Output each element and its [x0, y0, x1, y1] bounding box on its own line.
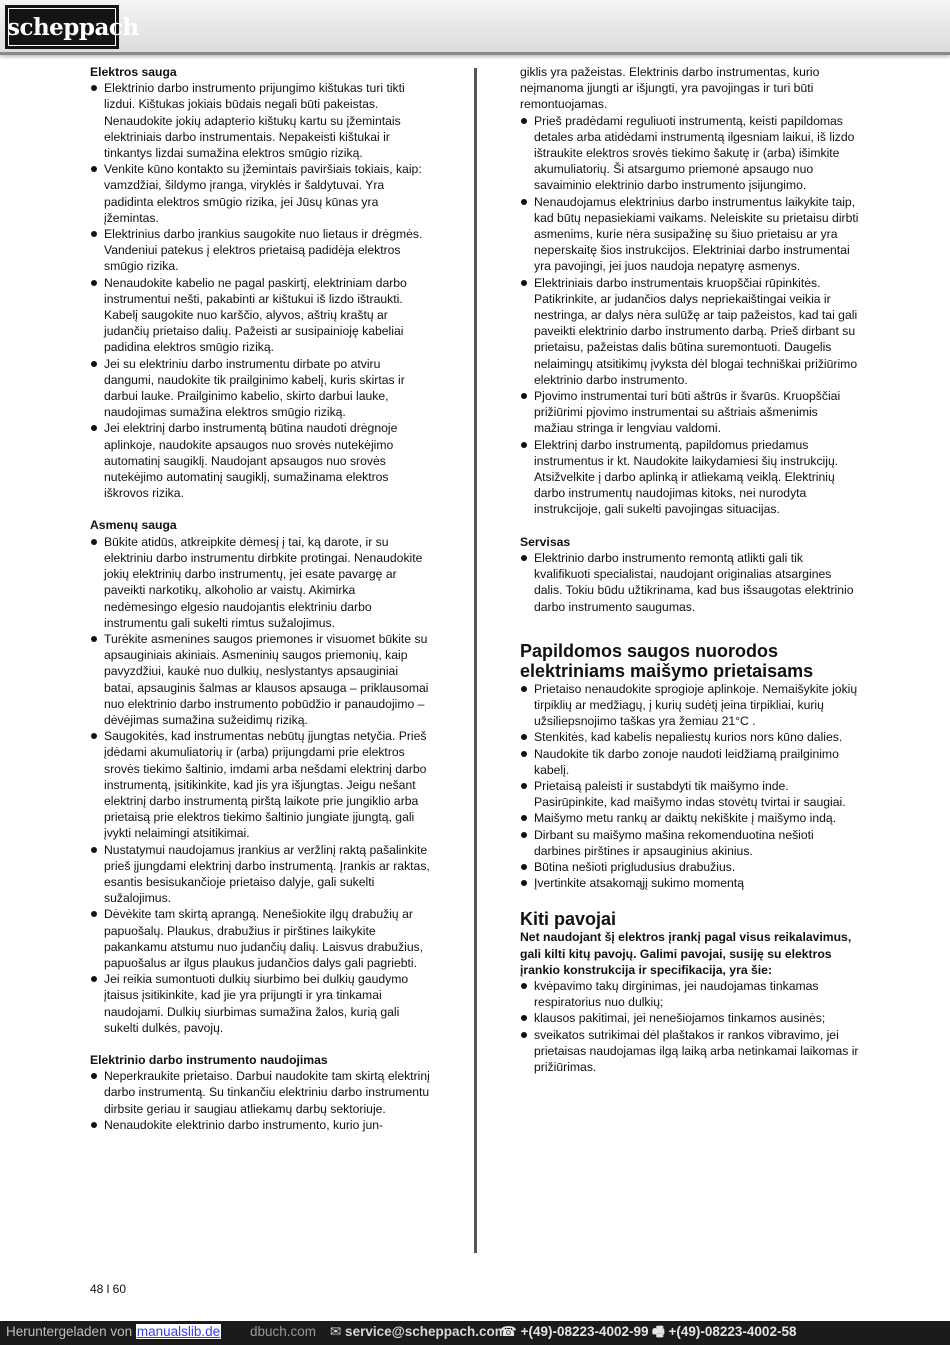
tool-use-list-continued — [520, 113, 860, 518]
service-list — [520, 550, 860, 615]
other-risks-list — [520, 978, 860, 1075]
list-item: Dėvėkite tam skirtą aprangą. Nenešiokite ilgų drabužių ar papuošalų. Plaukus, drabužius ir pirštines laikykite pakankamu atstumu nuo judančių dalių. Laisvus drabužius, papuošalus ar ilgus plaukus judančios dalys gali pagriebti. — [90, 906, 430, 971]
list-item: kvėpavimo takų dirginimas, jei naudojamas tinkamas respiratorius nuo dulkių; — [520, 978, 860, 1010]
list-item: Naudokite tik darbo zonoje naudoti leidžiamą prailginimo kabelį. — [520, 746, 860, 778]
list-item: Turėkite asmenines saugos priemones ir visuomet būkite su apsauginiais akiniais. Asmeninių saugos priemonių, kaip pavyzdžiui, kaukė nuo dulkių, neslystantys apsauginiai batai, apsauginis šalmas ar klausos apsauga – priklausomai nuo elektrinio darbo instrumento pobūdžio ir panaudojimo – dėvėjimas sumažina sužeidimų riziką. — [90, 631, 430, 728]
list-item: Neperkraukite prietaiso. Darbui naudokite tam skirtą elektrinį darbo instrumentą. Su tinkančiu elektriniu darbo instrumentu dirbsite geriau ir saugiau atliekamų darbų sektoriuje. — [90, 1068, 430, 1117]
list-item: Nenaudokite kabelio ne pagal paskirtį, elektriniam darbo instrumentui nešti, pakabinti ar kištukui iš lizdo ištraukti. Kabelį saugokite nuo karščio, alyvos, aštrių kraštų ar judančių prietaiso dalių. Pažeisti ar susipainioję kabeliai padidina elektros smūgio riziką. — [90, 275, 430, 356]
list-item: Pjovimo instrumentai turi būti aštrūs ir švarūs. Kruopščiai prižiūrimi pjovimo instrumentai su aštriais ašmenimis mažiau stringa ir lengviau valdomi. — [520, 388, 860, 437]
heading-extra-safety: Papildomos saugos nuorodos elektriniams maišymo prietaisams — [520, 640, 814, 681]
email-text: ✉ service@scheppach.com — [330, 1324, 507, 1339]
footer-bar — [0, 1321, 950, 1345]
list-item: Nenaudojamus elektrinius darbo instrumentus laikykite taip, kad būtų nepasiekiami vaikams. Neleiskite su prietaisu dirbti asmenims, kurie nėra susipažinę su šiuo prietaisu ar yra neperskaitę šios instrukcijos. Elektriniai darbo instrumentai yra pavojingi, jei juos naudoja nepatyrę asmenys. — [520, 194, 860, 275]
other-risks-lead: Net naudojant šį elektros įrankį pagal visus reikalavimus, gali kilti kitų pavojų. Galimi pavojai, susiję su elektros įrankio konstrukcija ir specifikacija, yra šie: — [520, 930, 852, 977]
manualslib-link[interactable]: manualslib.de — [136, 1324, 221, 1339]
column-divider — [474, 68, 477, 1253]
list-item: Prietaisą paleisti ir sustabdyti tik maišymo inde. Pasirūpinkite, kad maišymo indas stovėtų tvirtai ir saugiai. — [520, 778, 860, 810]
section-title-tool-use: Elektrinio darbo instrumento naudojimas — [90, 1052, 328, 1067]
list-item: klausos pakitimai, jei nenešiojamos tinkamos ausinės; — [520, 1010, 860, 1026]
scheppach-logo: scheppach — [5, 5, 119, 49]
extra-safety-list — [520, 681, 860, 892]
list-item: Jei reikia sumontuoti dulkių siurbimo bei dulkių gaudymo įtaisus įsitikinkite, kad jie yra prijungti ir yra tinkamai naudojami. Dulkių siurbimas sumažina žalos, kurią gali sukelti dulkės, pavojų. — [90, 971, 430, 1036]
left-column — [90, 64, 430, 1133]
page-number: 48 l 60 — [90, 1282, 127, 1296]
personal-safety-list — [90, 534, 430, 1036]
tool-use-list — [90, 1068, 430, 1133]
list-item: Būkite atidūs, atkreipkite dėmesį į tai, ką darote, ir su elektriniu darbo instrumentu dirbkite protingai. Nenaudokite jokių elektrinių darbo instrumentų, jei esate pavargę ar paveikti narkotikų, alkoholio ar vaistų. Akimirka nedėmesingo elgesio naudojantis elektriniu darbo instrumentu gali sukelti rimtus sužalojimus. — [90, 534, 430, 631]
list-item: Saugokitės, kad instrumentas nebūtų įjungtas netyčia. Prieš įdėdami akumuliatorių ir (arba) prijungdami prie elektros srovės tiekimo šaltinio, imdami arba nešdami elektrinį darbo instrumentą, įsitikinkite, kad jis yra išjungtas. Jeigu nešant elektrinį darbo instrumentą pirštą laikote prie jungiklio arba prietaisą prie elektros tiekimo šaltinio jungiate įjungtą, gali įvykti nelaimingi atsitikimai. — [90, 728, 430, 841]
section-title-electrical-safety: Elektros sauga — [90, 65, 177, 79]
right-column — [520, 64, 860, 1075]
phone-text: ☎ +(49)-08223-4002-99 — [500, 1324, 649, 1339]
list-item: Elektrinius darbo įrankius saugokite nuo lietaus ir drėgmės. Vandeniui patekus į elektros prietaisą padidėja elektros smūgio rizika. — [90, 226, 430, 275]
list-item: Nustatymui naudojamus įrankius ar veržlinį raktą pašalinkite prieš įjungdami elektrinį darbo instrumentą. Įrankis ar raktas, esantis besisukančioje prietaiso dalyje, gali sukelti sužalojimus. — [90, 842, 430, 907]
list-item: sveikatos sutrikimai dėl plaštakos ir rankos vibravimo, jei prietaisas naudojamas ilgą laiką arba netinkamai laikomas ir prižiūrimas. — [520, 1027, 860, 1076]
list-item: Prietaiso nenaudokite sprogioje aplinkoje. Nemaišykite jokių tirpiklių ar medžiagų, į kurių sudėtį įeina tirpikliai, kurių užsiliepsnojimo taškas yra žemiau 21°C . — [520, 681, 860, 730]
list-item: Jei elektrinį darbo instrumentą būtina naudoti drėgnoje aplinkoje, naudokite apsaugos nuo srovės nutekėjimo automatinį saugiklį. Naudojant apsaugos nuo srovės nutekėjimo automatinį saugiklį, sumažinama elektros iškrovos rizika. — [90, 420, 430, 501]
list-item: Maišymo metu rankų ar daiktų nekiškite į maišymo indą. — [520, 810, 860, 826]
list-item: Elektrinio darbo instrumento remontą atlikti gali tik kvalifikuoti specialistai, naudojant originalias atsargines dalis. Tokiu būdu užtikrinama, kad bus išsaugotas elektrinio darbo instrumento saugumas. — [520, 550, 860, 615]
download-prefix: Heruntergeladen von — [6, 1324, 136, 1339]
section-title-service: Servisas — [520, 534, 571, 549]
list-item: Būtina nešioti prigludusius drabužius. — [520, 859, 860, 875]
header-band — [0, 0, 950, 55]
electrical-safety-list — [90, 80, 430, 501]
download-notice — [6, 1321, 221, 1343]
website-text: dbuch.com — [250, 1324, 317, 1339]
section-title-personal-safety: Asmenų sauga — [90, 518, 177, 533]
list-item: Elektrinį darbo instrumentą, papildomus priedamus instrumentus ir kt. Naudokite laikydamiesi šių instrukcijų. Atsižvelkite į darbo aplinką ir atliekamą veiklą. Elektrinių darbo instrumentų naudojimas kitoks, nei nurodyta instrukcijoje, gali sukelti pavojingas situacijas. — [520, 437, 860, 518]
list-item: Įvertinkite atsakomąjį sukimo momentą — [520, 875, 860, 891]
list-item: Jei su elektriniu darbo instrumentu dirbate po atviru dangumi, naudokite tik prailginimo kabelį, kuris skirtas ir darbui lauke. Prailginimo kabelio, skirto darbui lauke, naudojimas sumažina elektros smūgio riziką. — [90, 356, 430, 421]
list-item: Elektriniais darbo instrumentais kruopščiai rūpinkitės. Patikrinkite, ar judančios dalys nepriekaištingai veikia ir nestringa, ar dalys nėra sulūžę ar taip pažeistos, kad tai gali paveikti elektrinio darbo instrumento darbą. Prieš dirbant su prietaisu, pažeistas dalis būtina suremontuoti. Daugelis nelaimingų atsitikimų įvyksta dėl blogai techniškai prižiūrimo elektrinio darbo instrumento. — [520, 275, 860, 388]
continuation-text: giklis yra pažeistas. Elektrinis darbo instrumentas, kurio neįmanoma įjungti ar išjungti, yra pavojingas ir turi būti remontuojamas. — [520, 65, 820, 112]
list-item: Nenaudokite elektrinio darbo instrumento, kurio jun- — [90, 1117, 430, 1133]
heading-other-risks: Kiti pavojai — [520, 909, 617, 930]
list-item: Venkite kūno kontakto su įžemintais paviršiais tokiais, kaip: vamzdžiai, šildymo įranga, viryklės ir šaldytuvai. Yra padidinta elektros smūgio rizika, jei Jūsų kūnas yra įžemintas. — [90, 161, 430, 226]
fax-text: 🖷 +(49)-08223-4002-58 — [652, 1324, 797, 1339]
list-item: Stenkitės, kad kabelis nepaliestų kurios nors kūno dalies. — [520, 729, 860, 745]
list-item: Prieš pradėdami reguliuoti instrumentą, keisti papildomas detales arba atidėdami instrumentą ilgesniam laikui, iš lizdo ištraukite elektros srovės tiekimo šakutę ir (arba) išimkite akumuliatorių. Ši atsargumo priemonė apsaugo nuo savaiminio elektrinio darbo instrumento įsijungimo. — [520, 113, 860, 194]
list-item: Dirbant su maišymo mašina rekomenduotina nešioti darbines pirštines ir apsauginius akinius. — [520, 827, 860, 859]
list-item: Elektrinio darbo instrumento prijungimo kištukas turi tikti lizdui. Kištukas jokiais būdais negali būti pakeistas. Nenaudokite jokių adapterio kištukų kartu su įžemintais elektriniais darbo instrumentais. Nepakeisti kištukai ir tinkantys lizdai sumažina elektros smūgio riziką. — [90, 80, 430, 161]
